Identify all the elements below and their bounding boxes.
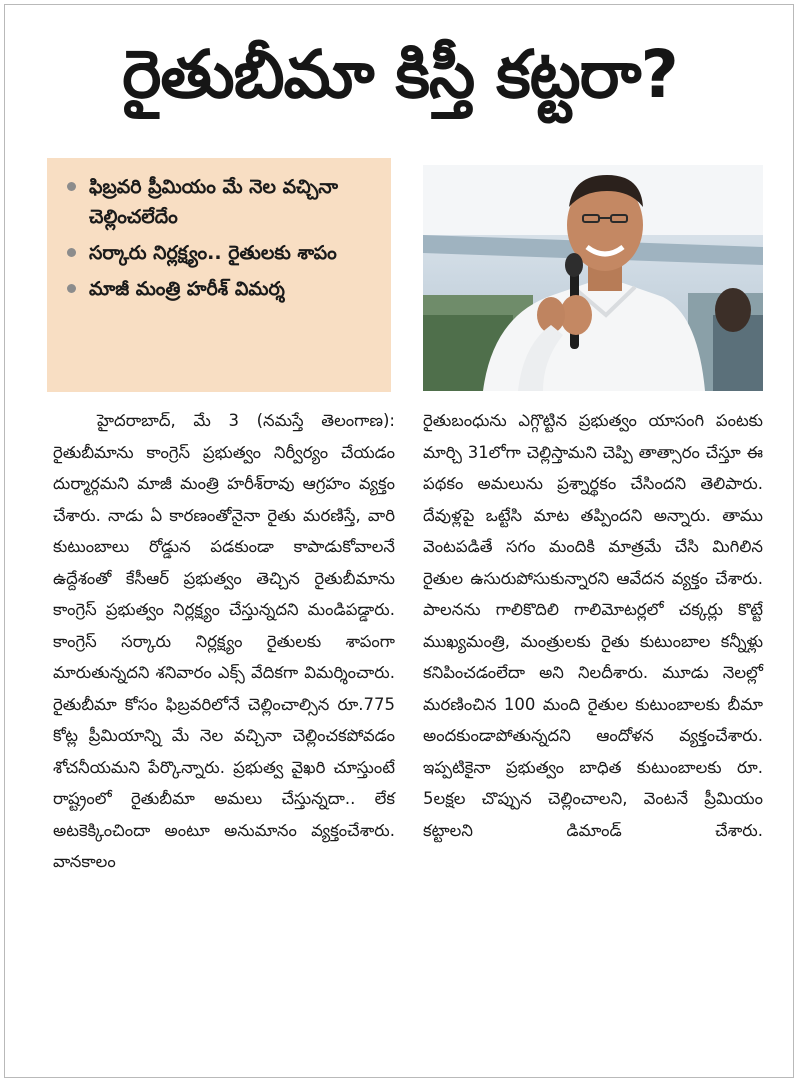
speaker-photo: [423, 165, 763, 391]
body-text-right: రైతుబంధును ఎగ్గొట్టిన ప్రభుత్వం యాసంగి పంటకు మార్చి 31లోగా చెల్లిస్తామని చెప్పి తాత్సారం చేస్తూ ఈ పథకం అమలును ప్రశ్నార్థకం చేసిందని తెలిపారు. దేవుళ్లపై ఒట్టేసి మాట తప్పిందని అన్నారు. తాము వెంటపడితే సగం మందికి మాత్రమే చేసి మిగిలిన రైతుల ఉసురుపోసుకున్నారని ఆవేదన వ్యక్తం చేశారు. పాలనను గాలికొదిలి గాలిమోటర్లలో చక్కర్లు కొట్టే ముఖ్యమంత్రి, మంత్రులకు రైతు కుటుంబాల కన్నీళ్లు కనిపించడంలేదా అని నిలదీశారు. మూడు నెలల్లో మరణించిన 100 మంది రైతుల కుటుంబాలకు బీమా అందకుండాపోతున్నదని ఆందోళన వ్యక్తంచేశారు. ఇప్పటికైనా ప్రభుత్వం బాధిత కుటుంబాలకు రూ. 5లక్షల చొప్పున చెల్లించాలని, వెంటనే ప్రీమియం కట్టాలని డిమాండ్‌ చేశారు.: [423, 411, 763, 840]
highlight-item: [67, 238, 381, 268]
highlight-item: [67, 172, 381, 232]
highlight-text: మాజీ మంత్రి హరీశ్‌ విమర్శ: [89, 278, 285, 300]
highlight-text: సర్కారు నిర్లక్ష్యం.. రైతులకు శాపం: [89, 242, 337, 264]
highlights-box: [47, 158, 391, 392]
bullet-icon: [67, 182, 76, 191]
bullet-icon: [67, 248, 76, 257]
newspaper-clipping: [4, 4, 794, 1078]
body-column-left: హైదరాబాద్‌, మే 3 (నమస్తే తెలంగాణ): రైతుబీమాను కాంగ్రెస్‌ ప్రభుత్వం నిర్వీర్యం చేయడం దుర్మార్గమని మాజీ మంత్రి హరీశ్‌రావు ఆగ్రహం వ్యక్తం చేశారు. నాడు ఏ కారణంతోనైనా రైతు మరణిస్తే, వారి కుటుంబాలు రోడ్డున పడకుండా కాపాడుకోవాలనే ఉద్దేశంతో కేసీఆర్‌ ప్రభుత్వం తెచ్చిన రైతుబీమాను కాంగ్రెస్‌ ప్రభుత్వం నిర్లక్ష్యం చేస్తున్నదని మండిపడ్డారు. కాంగ్రెస్‌ సర్కారు నిర్లక్ష్యం రైతులకు శాపంగా మారుతున్నదని శనివారం ఎక్స్‌ వేదికగా విమర్శించారు. రైతుబీమా కోసం ఫిబ్రవరిలోనే చెల్లించాల్సిన రూ.775 కోట్ల ప్రీమియాన్ని మే నెల వచ్చినా చెల్లించకపోవడం శోచనీయమని పేర్కొన్నారు. ప్రభుత్వ వైఖరి చూస్తుంటే రాష్ట్రంలో రైతుబీమా అమలు చేస్తున్నదా.. లేక అటకెక్కించిందా అంటూ అనుమానం వ్యక్తంచేశారు. వానకాలం: [53, 411, 395, 871]
body-column-right: [423, 405, 763, 846]
headline: రైతుబీమా కిస్తీ కట్టరా?: [122, 36, 678, 113]
bullet-icon: [67, 284, 76, 293]
highlight-item: [67, 274, 381, 304]
highlight-text: ఫిబ్రవరి ప్రీమియం మే నెల వచ్చినా చెల్లించలేదేం: [89, 176, 339, 228]
